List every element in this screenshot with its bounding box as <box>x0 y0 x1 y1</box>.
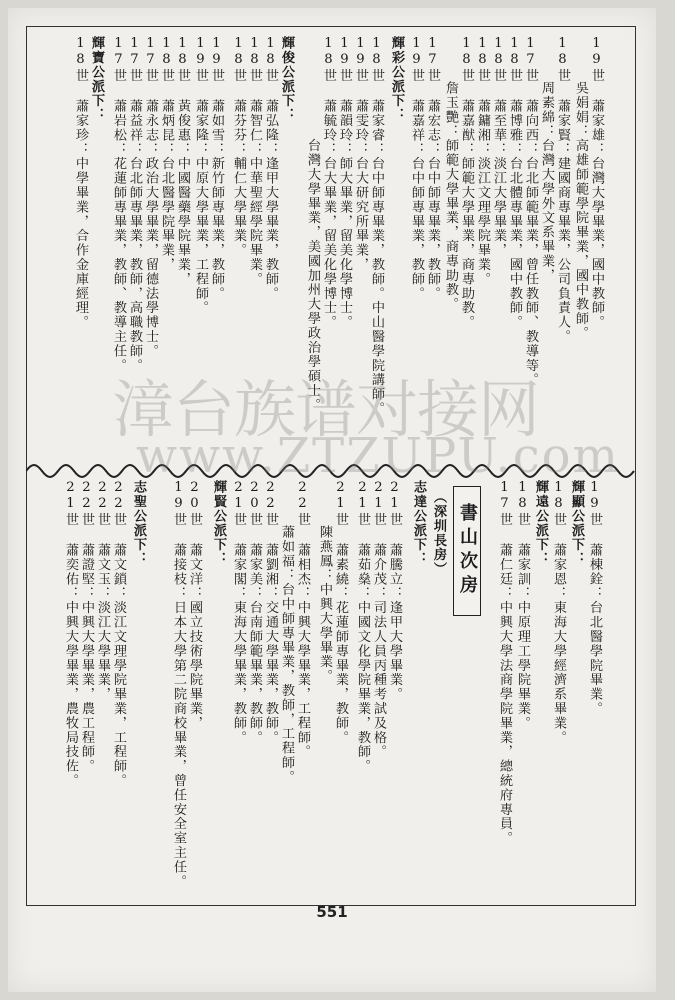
genealogy-entry: 22世 蕭證堅：中興大學畢業，農工程師。 <box>79 480 94 774</box>
section-header-box: 書山次房 <box>453 486 481 616</box>
branch-heading: 輝寶公派下： <box>89 36 104 123</box>
genealogy-entry: 19世 蕭棟銓：台北醫學院畢業。 <box>587 480 602 716</box>
genealogy-entry: 21世 蕭素繞：花蓮師專畢業，教師。 <box>333 480 348 745</box>
genealogy-entry: 18世 蕭毓玲：台大畢業，留美化學博士。 <box>321 36 336 330</box>
genealogy-entry: 21世 蕭家閣：東海大學畢業，教師。 <box>231 480 246 745</box>
branch-heading: 輝彩公派下： <box>389 36 404 123</box>
genealogy-entry: 18世 蕭弘隆：逢甲大學畢業，教師。 <box>263 36 278 301</box>
genealogy-entry: 18世 蕭家訓：中原理工學院畢業。 <box>515 480 530 731</box>
branch-heading: 輝俊公派下： <box>279 36 294 123</box>
genealogy-entry: 21世 蕭騰立：逢甲大學畢業。 <box>387 480 402 702</box>
genealogy-entry: 17世 蕭向西：台北師範畢業，曾任教師、教導等。 <box>523 36 538 387</box>
branch-heading: 輝遠公派下： <box>533 480 548 567</box>
genealogy-entry: 18世 蕭智仁：中華聖經學院畢業。 <box>247 36 262 287</box>
genealogy-entry: 17世 蕭岩松：花蓮師專畢業，教師、教導主任。 <box>111 36 126 373</box>
genealogy-entry: 21世 蕭茹燊：中國文化學院畢業，教師。 <box>355 480 370 774</box>
genealogy-entry: 22世 蕭劉湘：交通大學畢業，教師。 <box>263 480 278 745</box>
genealogy-entry: 詹玉艷：師範大學畢業，商專助教。 <box>443 36 458 312</box>
genealogy-entry: 17世 蕭仁廷：中興大學法商學院畢業，總統府專員。 <box>497 480 512 846</box>
genealogy-entry: 台灣大學畢業，美國加州大學政治學碩士。 <box>305 36 320 413</box>
genealogy-entry: 蕭如福：台中師專畢業，教師，工程師。 <box>279 480 294 785</box>
genealogy-entry: 21世 蕭介茂：司法人員丙種考試及格。 <box>371 480 386 759</box>
section-divider <box>26 463 637 479</box>
genealogy-entry: 20世 蕭文洋：國立技術學院畢業， <box>187 480 202 731</box>
genealogy-entry: 18世 蕭家恩：東海大學經濟系畢業。 <box>551 480 566 745</box>
genealogy-entry: 21世 蕭奕佑：中興大學畢業，農牧局技佐。 <box>63 480 78 788</box>
genealogy-entry: 18世 蕭芬芬：輔仁大學畢業。 <box>231 36 246 258</box>
genealogy-entry: 19世 蕭韻玲：師大畢業，留美化學博士。 <box>337 36 352 330</box>
page <box>8 8 656 992</box>
genealogy-entry: 19世 蕭嘉祥：台中師專畢業，教師。 <box>409 36 424 301</box>
genealogy-entry: 18世 蕭家珍：中學畢業，合作金庫經理。 <box>73 36 88 330</box>
genealogy-entry: 19世 蕭接枝：日本大學第二院商校畢業，曾任安全室主任。 <box>171 480 186 889</box>
branch-heading: 志達公派下： <box>411 480 426 567</box>
genealogy-entry: 19世 蕭如雪：新竹師專畢業，教師。 <box>209 36 224 301</box>
genealogy-entry: 18世 蕭家睿：台中師專畢業，教師。中山醫學院講師。 <box>369 36 384 416</box>
genealogy-entry: 18世 蕭嘉猷：師範大學畢業，商專助教。 <box>459 36 474 330</box>
watermark-url: www.ZTZUPU.com <box>136 428 621 484</box>
genealogy-entry: 18世 黃俊惠：中國醫藥學院畢業， <box>175 36 190 287</box>
page-number: 551 <box>316 903 348 921</box>
section-subheader: （深圳長房） <box>431 490 446 577</box>
genealogy-entry: 19世 蕭家雄：台灣大學畢業，國中教師。 <box>589 36 604 330</box>
genealogy-entry: 17世 蕭永志：政治大學畢業，留德法學博士。 <box>143 36 158 359</box>
genealogy-entry: 18世 蕭至華：淡江大學畢業， <box>491 36 506 258</box>
branch-heading: 輝顯公派下： <box>569 480 584 567</box>
genealogy-entry: 18世 蕭家賢：建國商專畢業，公司負責人。 <box>555 36 570 344</box>
genealogy-entry: 陳燕鳳：中興大學畢業。 <box>317 480 332 684</box>
genealogy-entry: 17世 蕭益祥：台北師專畢業，教師，高職教師。 <box>127 36 142 373</box>
genealogy-entry: 22世 蕭相杰：中興大學畢業，工程師。 <box>295 480 310 759</box>
genealogy-entry: 18世 蕭炳昆：台北醫學院畢業， <box>159 36 174 272</box>
genealogy-entry: 22世 蕭文鎖：淡江文理學院畢業，工程師。 <box>111 480 126 788</box>
genealogy-entry: 18世 蕭鏞湘：淡江文理學院畢業。 <box>475 36 490 287</box>
genealogy-entry: 19世 蕭家隆：中原大學畢業，工程師。 <box>193 36 208 315</box>
genealogy-entry: 吳娟娟：高雄師範學院畢業，國中教師。 <box>573 36 588 341</box>
genealogy-entry: 18世 蕭博雅：台北體專畢業，國中教師。 <box>507 36 522 330</box>
genealogy-entry: 周素綿：台灣大學外文系畢業， <box>539 36 554 283</box>
watermark-chinese: 漳台族谱对接网 <box>112 373 540 446</box>
branch-heading: 志聖公派下： <box>131 480 146 567</box>
genealogy-entry: 20世 蕭家美：台南師範畢業，教師。 <box>247 480 262 745</box>
genealogy-entry: 17世 蕭宏志：台中師專畢業，教師。 <box>425 36 440 301</box>
branch-heading: 輝賢公派下： <box>211 480 226 567</box>
genealogy-entry: 22世 蕭文玉：淡江大學畢業， <box>95 480 110 702</box>
genealogy-entry: 19世 蕭雯玲：台大研究所畢業， <box>353 36 368 272</box>
